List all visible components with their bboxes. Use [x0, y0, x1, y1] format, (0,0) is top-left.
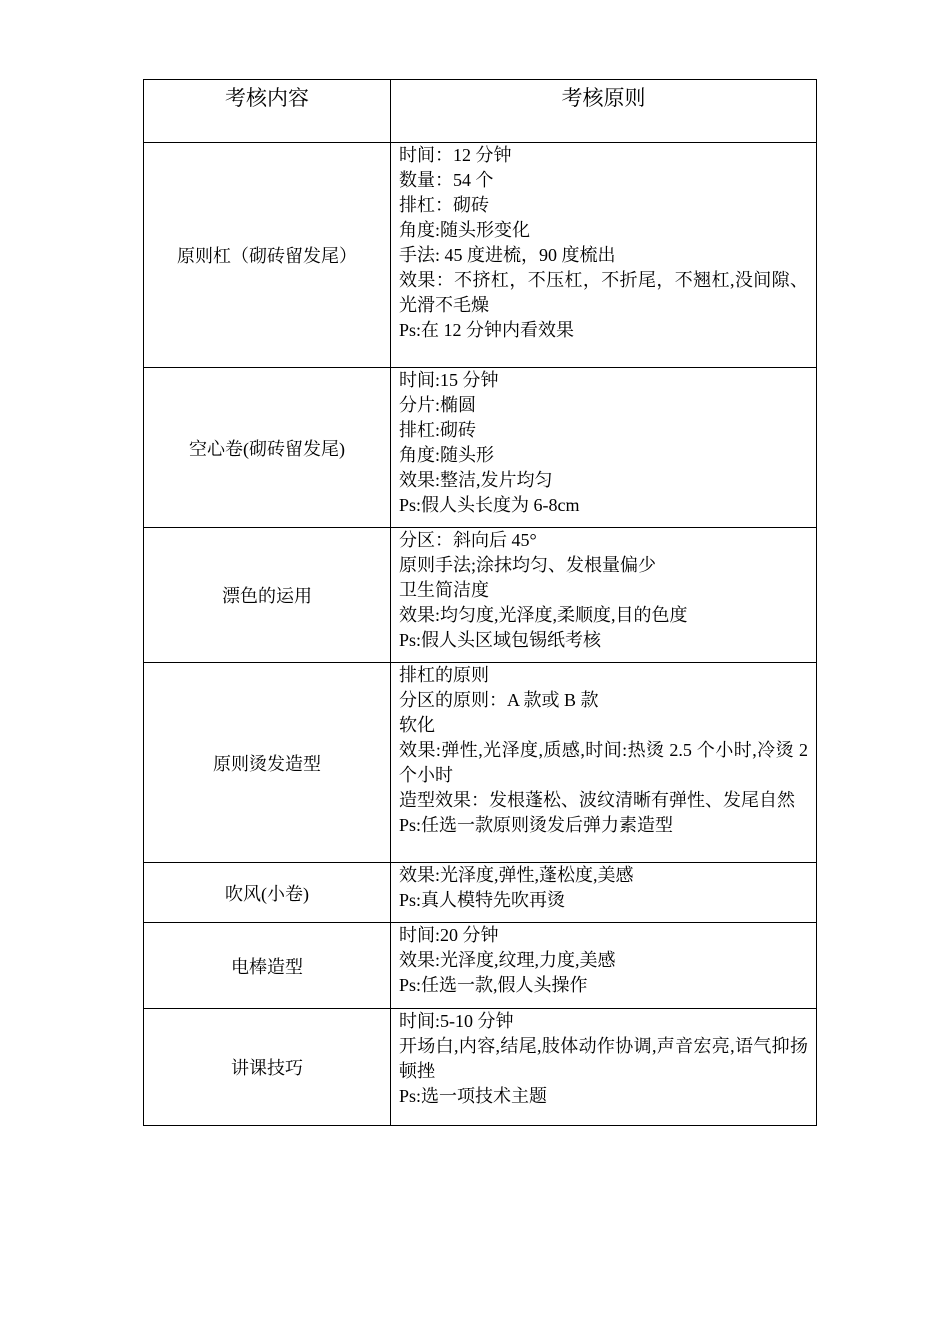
principle-line: 效果:整洁,发片均匀 — [399, 470, 553, 490]
principle-line: 手法: 45 度进梳，90 度梳出 — [399, 245, 616, 265]
assessment-table — [143, 79, 817, 1126]
principle-line: Ps:任选一款原则烫发后弹力素造型 — [399, 815, 674, 835]
table-row — [144, 528, 817, 663]
table-row — [144, 368, 817, 528]
principle-line: 效果:光泽度,纹理,力度,美感 — [399, 950, 616, 970]
table-row — [144, 923, 817, 1009]
row-principle-cell — [391, 528, 817, 663]
row-item-label: 电棒造型 — [144, 923, 391, 1009]
row-principle-cell — [391, 1009, 817, 1126]
principle-line: 排杠：砌砖 — [399, 195, 489, 215]
principle-line: 时间:15 分钟 — [399, 370, 499, 390]
principle-line: 角度:随头形变化 — [399, 220, 531, 240]
principle-line: 分片:椭圆 — [399, 395, 477, 415]
row-principle-cell — [391, 143, 817, 368]
principle-line: 排杠的原则 — [399, 665, 489, 685]
principle-line: 分区：斜向后 45° — [399, 530, 537, 550]
principle-line: Ps:假人头长度为 6-8cm — [399, 495, 580, 515]
table-row — [144, 1009, 817, 1126]
table-row — [144, 663, 817, 863]
row-principle-cell — [391, 368, 817, 528]
header-assessment-content: 考核内容 — [144, 80, 391, 143]
table-row — [144, 143, 817, 368]
row-item-label: 吹风(小卷) — [144, 863, 391, 923]
principle-line: 角度:随头形 — [399, 445, 495, 465]
principle-line: Ps:任选一款,假人头操作 — [399, 975, 588, 995]
principle-line: Ps:真人模特先吹再烫 — [399, 890, 566, 910]
principle-line: 效果:均匀度,光泽度,柔顺度,目的色度 — [399, 605, 688, 625]
principle-line: 效果:弹性,光泽度,质感,时间:热烫 2.5 个小时,冷烫 2 个小时 — [399, 740, 808, 785]
row-principle-cell — [391, 923, 817, 1009]
header-assessment-principle: 考核原则 — [391, 80, 817, 143]
principle-line: Ps:在 12 分钟内看效果 — [399, 320, 575, 340]
row-item-label: 空心卷(砌砖留发尾) — [144, 368, 391, 528]
principle-line: 时间:20 分钟 — [399, 925, 499, 945]
principle-line: 原则手法;涂抹均匀、发根量偏少 — [399, 555, 656, 575]
principle-line: 效果:光泽度,弹性,蓬松度,美感 — [399, 865, 634, 885]
principle-line: 排杠:砌砖 — [399, 420, 477, 440]
principle-line: 时间:5-10 分钟 — [399, 1011, 514, 1031]
row-item-label: 漂色的运用 — [144, 528, 391, 663]
table-row — [144, 863, 817, 923]
principle-line: 时间：12 分钟 — [399, 145, 512, 165]
row-principle-cell — [391, 863, 817, 923]
principle-line: 开场白,内容,结尾,肢体动作协调,声音宏亮,语气抑扬顿挫 — [399, 1036, 808, 1081]
principle-line: 分区的原则：A 款或 B 款 — [399, 690, 599, 710]
principle-line: 效果：不挤杠，不压杠，不折尾，不翘杠,没间隙、光滑不毛燥 — [399, 270, 808, 315]
principle-line: 软化 — [399, 715, 435, 735]
principle-line: Ps:选一项技术主题 — [399, 1086, 548, 1106]
principle-line: 造型效果：发根蓬松、波纹清晰有弹性、发尾自然 — [399, 790, 795, 810]
table-header-row — [144, 80, 817, 143]
principle-line: 数量：54 个 — [399, 170, 494, 190]
row-principle-cell — [391, 663, 817, 863]
row-item-label: 原则杠（砌砖留发尾） — [144, 143, 391, 368]
row-item-label: 原则烫发造型 — [144, 663, 391, 863]
row-item-label: 讲课技巧 — [144, 1009, 391, 1126]
principle-line: Ps:假人头区域包锡纸考核 — [399, 630, 602, 650]
principle-line: 卫生简洁度 — [399, 580, 489, 600]
